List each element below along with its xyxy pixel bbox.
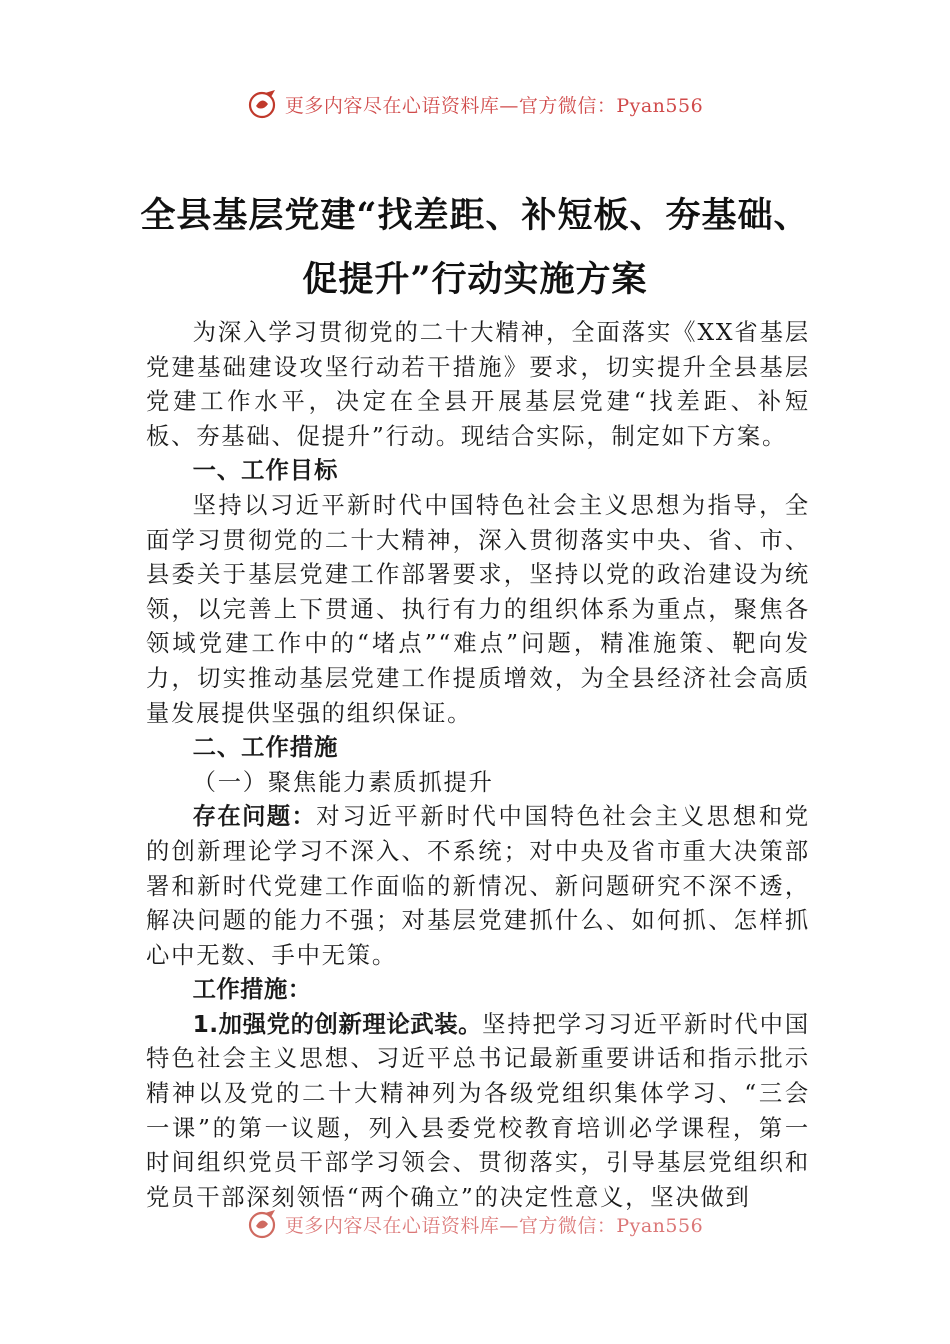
measure-1-label: 1.加强党的创新理论武装。 (192, 1010, 483, 1038)
subsection-heading-ability: （一）聚焦能力素质抓提升 (192, 768, 494, 796)
brand-logo-icon (247, 1207, 281, 1241)
watermark-text: 更多内容尽在心语资料库—官方微信：Pyan556 (284, 94, 704, 117)
problem-label: 存在问题： (192, 803, 317, 831)
problem-paragraph (146, 800, 810, 973)
goals-paragraph: 坚持以习近平新时代中国特色社会主义思想为指导，全面学习贯彻党的二十大精神，深入贯彻落实中央、省、市、县委关于基层党建工作部署要求，坚持以党的政治建设为统领，以完善上下贯通、执行有力的组织体系为重点，聚焦各领域党建工作中的“堵点”“难点”问题，精准施策、靶向发力，切实推动基层党建工作提质增效，为全县经济社会高质量发展提供坚强的组织保证。 (146, 491, 810, 727)
document-body (146, 316, 810, 1215)
measures-label: 工作措施： (192, 976, 312, 1004)
problem-text: 对习近平新时代中国特色社会主义思想和党的创新理论学习不深入、不系统；对中央及省市重大决策部署和新时代党建工作面临的新情况、新问题研究不深不透，解决问题的能力不强；对基层党建抓什么、如何抓、怎样抓心中无数、手中无策。 (146, 803, 811, 969)
brand-logo-icon (247, 87, 281, 121)
measure-1-paragraph (146, 1008, 810, 1216)
section-heading-goals: 一、工作目标 (192, 457, 339, 485)
measure-1-text: 坚持把学习习近平新时代中国特色社会主义思想、习近平总书记最新重要讲话和指示批示精神以及党的二十大精神列为各级党组织集体学习、“三会一课”的第一议题，列入县委党校教育培训必学课程，第一时间组织党员干部学习领会、贯彻落实，引导基层党组织和党员干部深刻领悟“两个确立”的决定性意义，坚决做到 (146, 1010, 810, 1211)
document-title-line-2: 促提升”行动实施方案 (302, 259, 648, 300)
watermark-footer (0, 1204, 950, 1244)
watermark-text: 更多内容尽在心语资料库—官方微信：Pyan556 (284, 1214, 704, 1237)
document-title-line-1: 全县基层党建“找差距、补短板、夯基础、 (140, 195, 810, 236)
intro-paragraph: 为深入学习贯彻党的二十大精神，全面落实《XX省基层党建基础建设攻坚行动若干措施》要求，切实提升全县基层党建工作水平，决定在全县开展基层党建“找差距、补短板、夯基础、促提升”行动。现结合实际，制定如下方案。 (146, 319, 810, 450)
section-heading-measures: 二、工作措施 (192, 734, 339, 762)
watermark-header (0, 84, 950, 124)
measures-label-paragraph (146, 973, 810, 1008)
